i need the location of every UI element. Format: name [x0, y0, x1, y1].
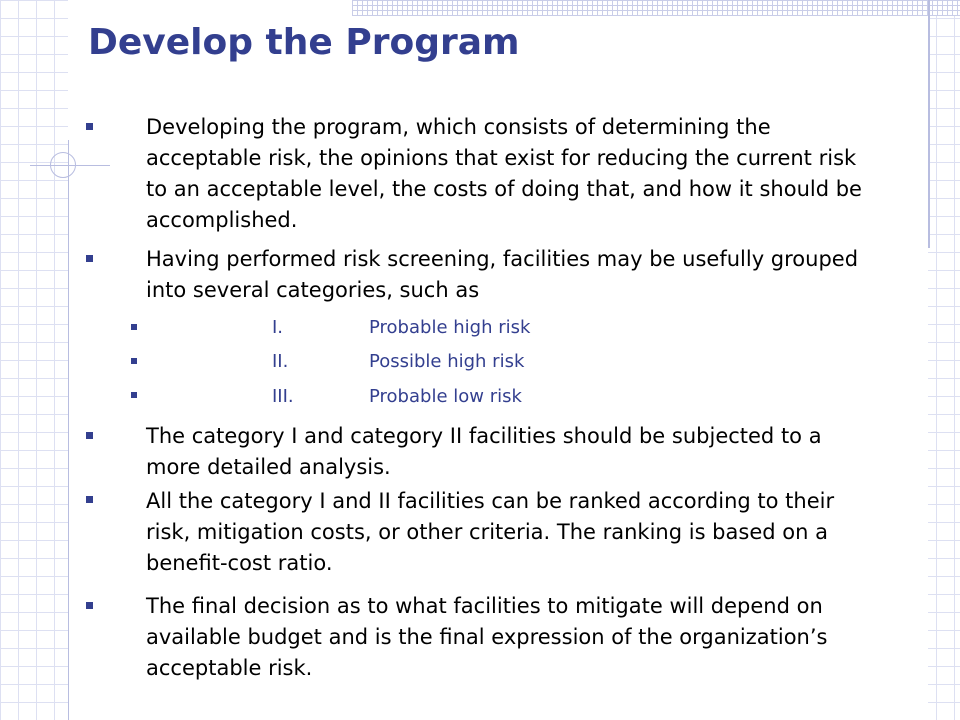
bullet-text-3: The category I and category II facilities should be subjected to a more detailed analysis. [146, 424, 822, 479]
decorative-circle [50, 152, 76, 178]
sub-bullet-marker [131, 392, 137, 398]
sub-item-text-3: Probable low risk [369, 386, 522, 407]
bullet-marker [86, 255, 93, 262]
sub-bullet-marker [131, 324, 137, 330]
bullet-text-5: The final decision as to what facilities to mitigate will depend on available budget and is the final expression of the organization’s acceptable risk. [146, 594, 828, 680]
left-vertical-line [68, 140, 69, 720]
sub-item-text-2: Possible high risk [369, 351, 525, 372]
decorative-grid-strip [352, 0, 960, 16]
right-vertical-line [928, 0, 930, 248]
bullet-marker [86, 123, 93, 130]
bullet-marker [86, 432, 93, 439]
sub-item-text-1: Probable high risk [369, 317, 531, 338]
bullet-marker [86, 496, 93, 503]
bullet-text-1: Developing the program, which consists of determining the acceptable risk, the opinions that exist for reducing the current risk to an acceptable level, the costs of doing that, and how it should be accomplished. [146, 115, 862, 232]
sub-item-number-1: I. [272, 317, 284, 338]
bullet-text-4: All the category I and II facilities can be ranked according to their risk, mitigation costs, or other criteria. The ranking is based on a benefit-cost ratio. [146, 489, 835, 575]
sub-bullet-marker [131, 358, 137, 364]
bullet-text-2: Having performed risk screening, facilities may be usefully grouped into several categories, such as [146, 247, 859, 302]
bullet-marker [86, 602, 93, 609]
sub-item-number-3: III. [272, 386, 294, 407]
sub-item-number-2: II. [272, 351, 289, 372]
slide-title: Develop the Program [88, 22, 520, 63]
